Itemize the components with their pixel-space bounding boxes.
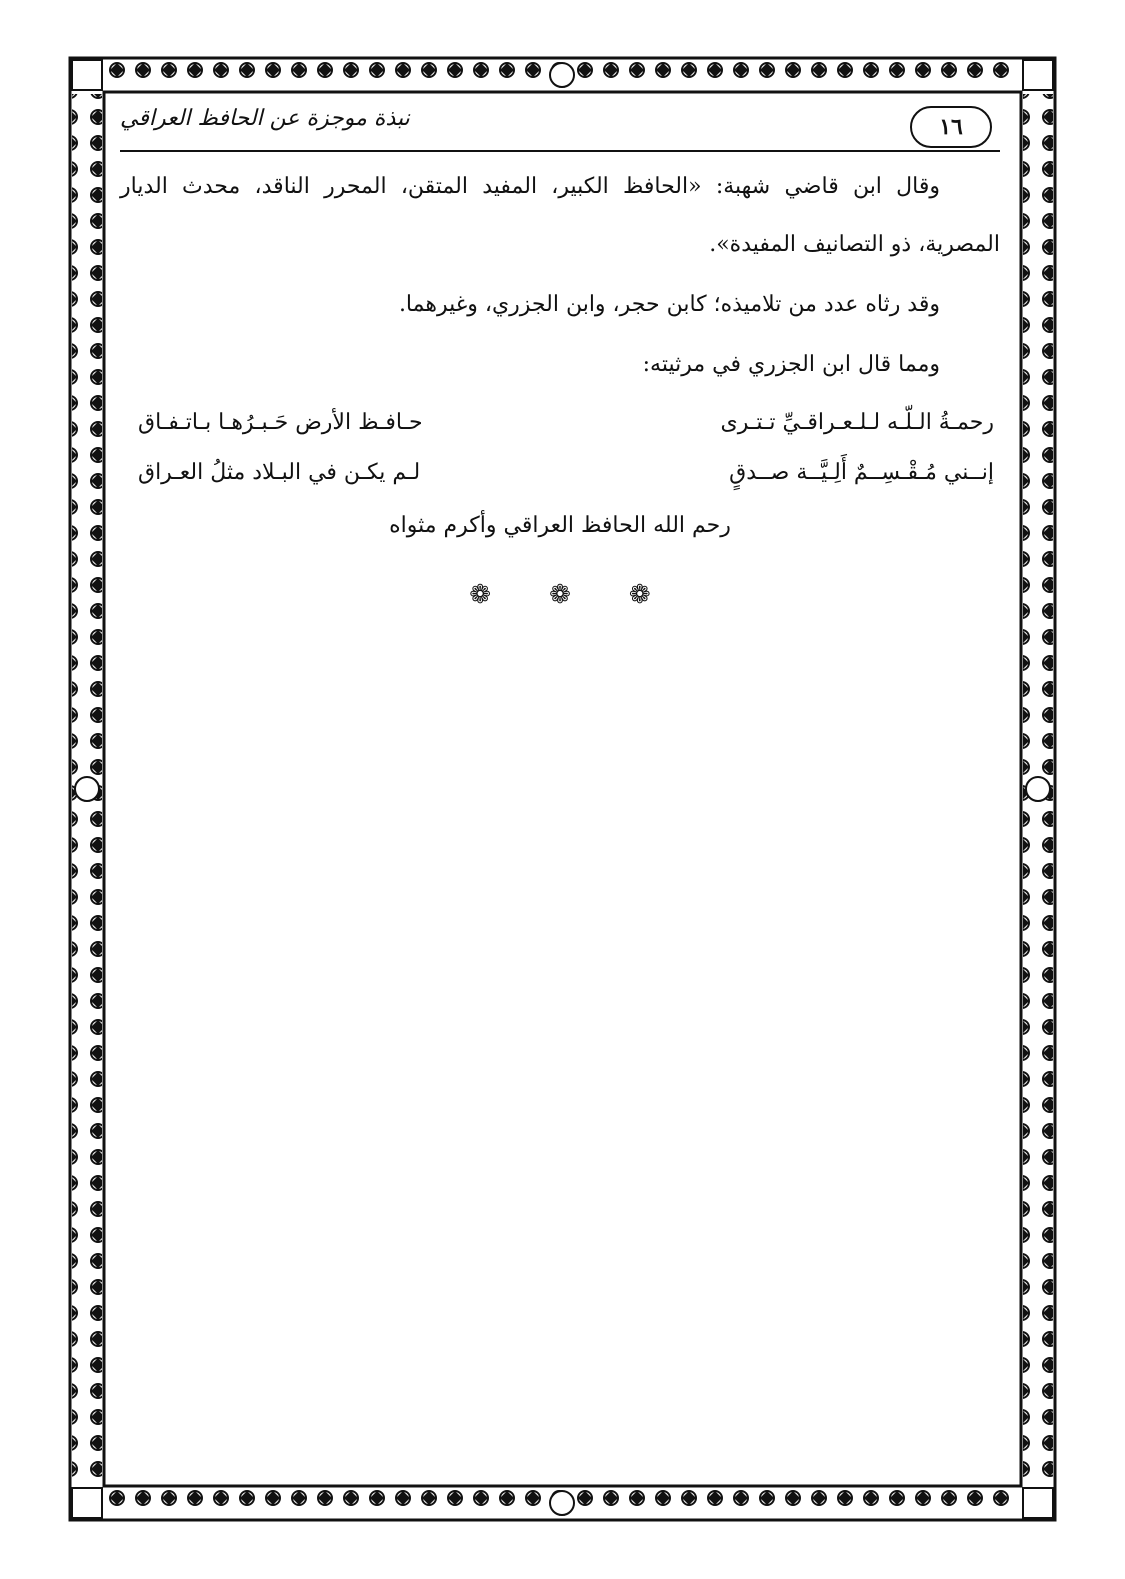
flower-ornament-icon: ❁ xyxy=(628,580,651,610)
flower-ornament-icon: ❁ xyxy=(469,580,492,610)
verse-first-hemistich: رحمـةُ الـلّـه لـلـعـراقـيِّ تـتـرى xyxy=(720,410,994,435)
body-text xyxy=(120,158,1000,624)
flower-ornament-icon: ❁ xyxy=(549,580,571,610)
running-header xyxy=(120,100,1000,152)
running-title: نبذة موجزة عن الحافظ العراقي xyxy=(120,106,410,131)
poem-verse xyxy=(138,398,994,448)
page-content xyxy=(120,100,1000,1480)
paragraph: وقال ابن قاضي شهبة: «الحافظ الكبير، المفيد المتقن، المحرر الناقد، محدث الديار المصرية، ذو التصانيف المفيدة». xyxy=(120,174,1000,257)
verse-second-hemistich: حـافـظ الأرض حَـبـرُهـا بـاتـفـاق xyxy=(138,410,423,435)
verse-second-hemistich: لـم يكـن في البـلاد مثلُ العـراق xyxy=(138,460,421,485)
paragraph: ومما قال ابن الجزري في مرثيته: xyxy=(642,352,940,377)
poem-verse xyxy=(138,448,994,498)
page-number: ١٦ xyxy=(910,106,992,148)
paragraph: وقد رثاه عدد من تلاميذه؛ كابن حجر، وابن الجزري، وغيرهما. xyxy=(398,292,940,317)
closing-line: رحم الله الحافظ العراقي وأكرم مثواه xyxy=(389,513,731,538)
section-end-ornaments xyxy=(120,566,1000,624)
verse-first-hemistich: إنــني مُـقْـسِــمٌ أَلِـيَّــة صــدقٍ xyxy=(729,460,994,485)
